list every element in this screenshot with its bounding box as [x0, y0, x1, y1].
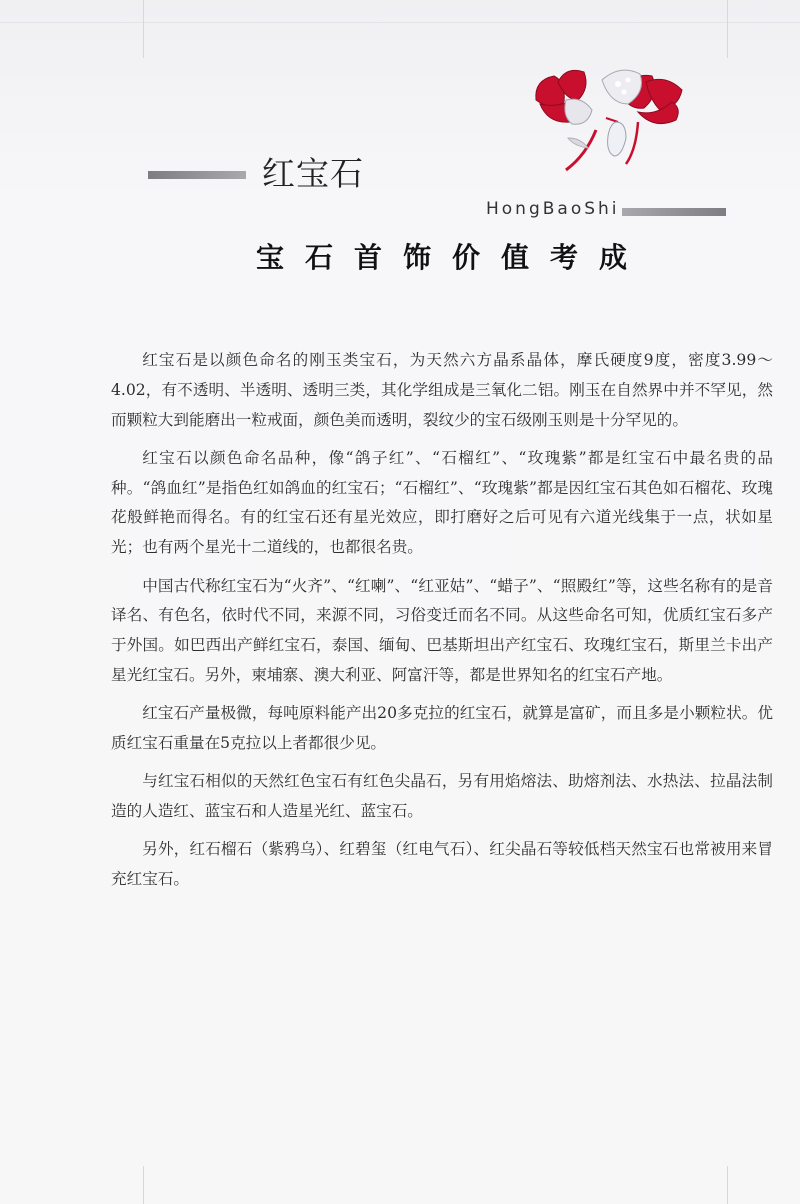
paragraph: 另外，红石榴石（紫鸦乌）、红碧玺（红电气石）、红尖晶石等较低档天然宝石也常被用来冒充红宝石。 [111, 840, 773, 889]
chapter-title: 红宝石 [262, 154, 364, 193]
paragraph: 红宝石是以颜色命名的刚玉类宝石，为天然六方晶系晶体，摩氏硬度9度，密度3.99～4.02，有不透明、半透明、透明三类，其化学组成是三氧化二铝。刚玉在自然界中并不罕见，然而颗粒大到能磨出一粒戒面，颜色美而透明，裂纹少的宝石级刚玉则是十分罕见的。 [111, 351, 773, 429]
chapter-title-pinyin: HongBaoShi [486, 199, 620, 219]
crop-mark-bottom-right [727, 1166, 728, 1204]
paragraph: 与红宝石相似的天然红色宝石有红色尖晶石，另有用焰熔法、助熔剂法、水热法、拉晶法制造的人造红、蓝宝石和人造星光红、蓝宝石。 [111, 772, 773, 821]
body-text [111, 346, 773, 904]
crop-mark-top-right [727, 0, 728, 58]
paragraph: 红宝石以颜色命名品种，像“鸽子红”、“石榴红”、“玫瑰紫”都是红宝石中最名贵的品种。“鸽血红”是指色红如鸽血的红宝石；“石榴红”、“玫瑰紫”都是因红宝石其色如石榴花、玫瑰花般鲜艳而得名。有的红宝石还有星光效应，即打磨好之后可见有六道光线集于一点，状如星光；也有两个星光十二道线的，也都很名贵。 [111, 448, 773, 557]
crop-mark-bottom-left [143, 1166, 144, 1204]
paragraph: 红宝石产量极微，每吨原料能产出20多克拉的红宝石，就算是富矿，而且多是小颗粒状。优质红宝石重量在5克拉以上者都很少见。 [111, 704, 773, 753]
ruby-brooch-image [526, 60, 696, 185]
title-rule-left [148, 171, 246, 179]
title-rule-right [622, 208, 726, 216]
paragraph: 中国古代称红宝石为“火齐”、“红喇”、“红亚姑”、“蜡子”、“照殿红”等，这些名称有的是音译名、有色名，依时代不同，来源不同，习俗变迁而名不同。从这些命名可知，优质红宝石多产于外国。如巴西出产鲜红宝石，泰国、缅甸、巴基斯坦出产红宝石、玫瑰红宝石，斯里兰卡出产星光红宝石。另外，柬埔寨、澳大利亚、阿富汗等，都是世界知名的红宝石产地。 [111, 576, 773, 684]
book-title: 宝石首饰价值考成 [256, 241, 649, 274]
crop-guide-top [0, 22, 800, 23]
crop-mark-top-left [143, 0, 144, 58]
